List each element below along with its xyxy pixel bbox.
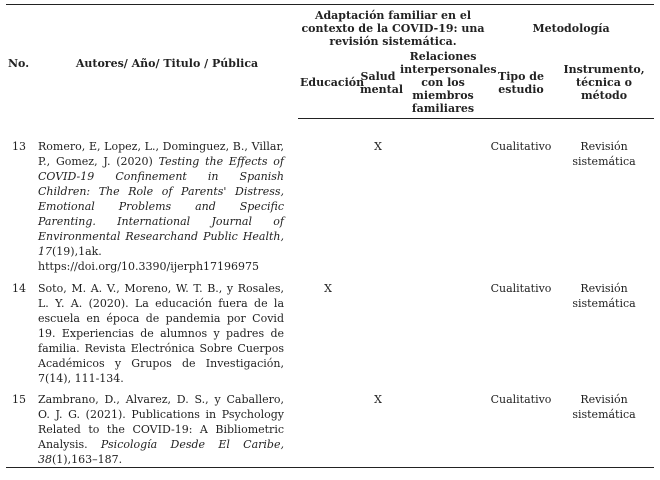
- mental-health-mark: X: [374, 140, 382, 153]
- mental-health-mark: X: [358, 386, 398, 468]
- method-value: Revisión sistemática: [572, 140, 636, 168]
- header-mental-health: Salud mental: [358, 50, 398, 119]
- relations-mark: [398, 386, 488, 468]
- reference-tail: (1),163–187.: [52, 452, 123, 466]
- header-group-methodology: Metodología: [532, 22, 610, 35]
- relations-mark: [398, 119, 488, 274]
- education-mark: [298, 119, 358, 274]
- row-number: 15: [6, 386, 36, 468]
- method-value: Revisión sistemática: [572, 281, 636, 310]
- reference-cell: [36, 386, 298, 468]
- reference-italic: Psicología Desde El Caribe, 38: [38, 437, 284, 466]
- reference-cell: [36, 274, 298, 386]
- method-value: Revisión sistemática: [554, 386, 654, 468]
- header-group-adaptation: Adaptación familiar en el contexto de la COVID-19: una revisión sistemática.: [301, 9, 485, 48]
- study-type-value: Cualitativo: [490, 281, 552, 295]
- education-mark: X: [324, 281, 332, 295]
- references-table: [6, 4, 654, 468]
- header-authors: Autores/ Año/ Titulo / Pública: [75, 57, 259, 71]
- header-relations: Relaciones interpersonales con los miembros familiares: [398, 50, 488, 119]
- study-type-value: Cualitativo: [488, 386, 554, 468]
- header-num: No.: [8, 57, 30, 71]
- education-mark: [298, 386, 358, 468]
- references-table-container: [6, 4, 654, 468]
- row-number: 14: [12, 281, 26, 295]
- header-instrument: Instrumento, técnica o método: [554, 50, 654, 119]
- reference-cell: [36, 119, 298, 274]
- table-row: [6, 119, 654, 274]
- reference-italic: Testing the Effects of COVID-19 Confinement in Spanish Children: The Role of Parents' Distress, Emotional Problems and Specific Parenting. International Journal of Environmental Researchand Public Health, 17: [38, 154, 284, 258]
- row-number: 13: [12, 139, 26, 153]
- study-type-value: Cualitativo: [490, 140, 552, 153]
- mental-health-mark: [358, 274, 398, 386]
- relations-mark: [398, 274, 488, 386]
- reference-tail: (19),1ak. https://doi.org/10.3390/ijerph17196975: [38, 244, 260, 273]
- table-row: [6, 274, 654, 386]
- reference-text: Soto, M. A. V., Moreno, W. T. B., y Rosales, L. Y. A. (2020). La educación fuera de la escuela en época de pandemia por Covid 19. Experiencias de alumnos y padres de familia. Revista Electrónica Sobre Cuerpos Académicos y Grupos de Investigación, 7(14), 111-134.: [38, 281, 284, 385]
- header-study-type: Tipo de estudio: [488, 50, 554, 119]
- reference-text: Romero, E, Lopez, L., Dominguez, B., Villar, P., Gomez, J. (2020): [38, 139, 284, 168]
- header-education: Educación: [298, 50, 358, 119]
- reference-text: Zambrano, D., Alvarez, D. S., y Caballero, O. J. G. (2021). Publications in Psychology Related to the COVID-19: A Bibliometric Analysis.: [38, 392, 284, 451]
- table-row: [6, 386, 654, 468]
